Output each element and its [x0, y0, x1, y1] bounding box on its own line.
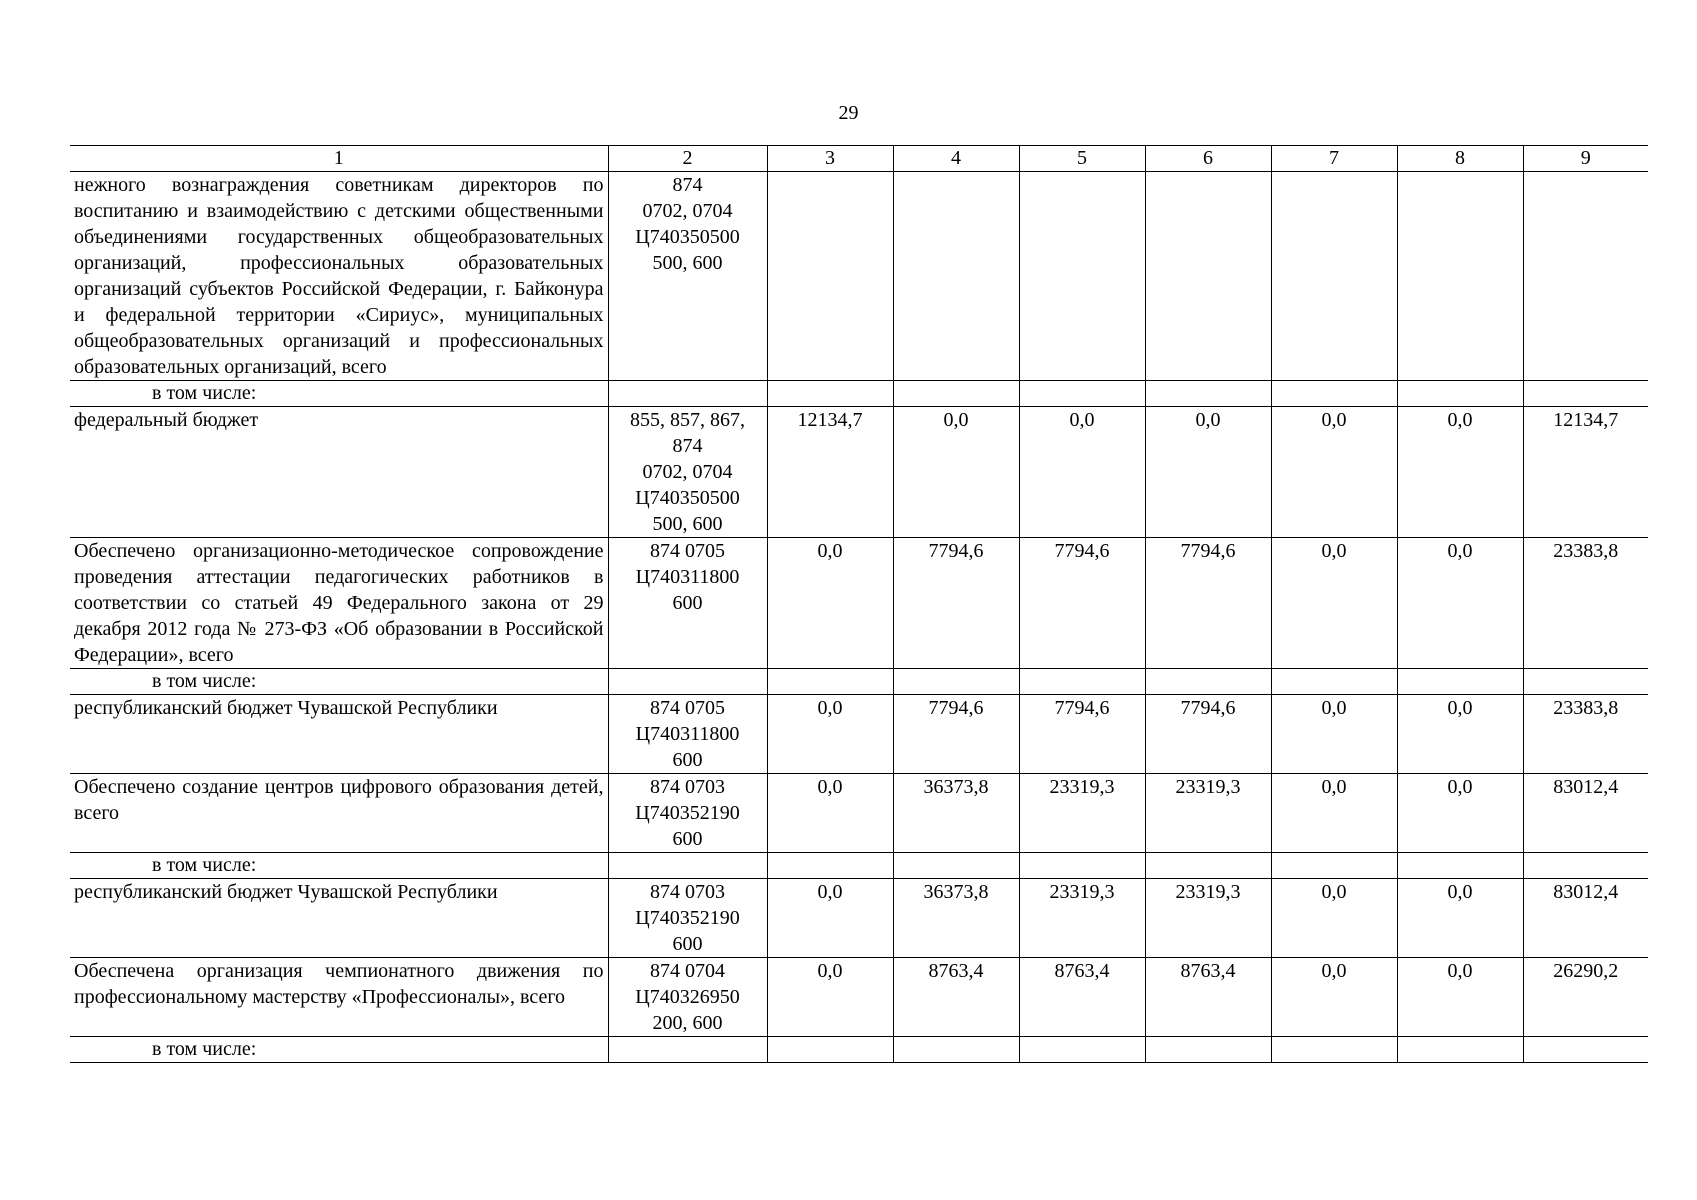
value-cell: 7794,6: [1019, 538, 1145, 669]
column-number-row: [70, 146, 1648, 172]
value-cell: [1145, 669, 1271, 695]
value-cell: [1271, 172, 1397, 381]
budget-code-line: 855, 857, 867,: [630, 409, 745, 431]
value-cell: [1523, 853, 1648, 879]
value-cell: 8763,4: [1145, 958, 1271, 1037]
row-description: нежного вознаграждения советникам директоров по воспитанию и взаимодействию с детскими общественными объединениями государственных общеобразовательных организаций, профессиональных образовательных организаций субъектов Российской Федерации, г. Байконура и федеральной территории «Сириус», муниципальных общеобразовательных организаций и профессиональных образовательных организаций, всего: [70, 172, 608, 381]
budget-code-line: Ц740311800: [635, 566, 740, 588]
value-cell: 0,0: [893, 407, 1019, 538]
value-cell: [1145, 1037, 1271, 1063]
value-cell: 0,0: [767, 958, 893, 1037]
budget-code-line: 874 0705: [650, 540, 725, 562]
value-cell: [1397, 1037, 1523, 1063]
value-cell: 26290,2: [1523, 958, 1648, 1037]
budget-code-line: Ц740350500: [635, 226, 740, 248]
value-cell: 23319,3: [1019, 774, 1145, 853]
budget-code-line: 874: [672, 174, 703, 196]
value-cell: 0,0: [1019, 407, 1145, 538]
value-cell: 7794,6: [893, 695, 1019, 774]
value-cell: 83012,4: [1523, 774, 1648, 853]
budget-code-line: Ц740352190: [635, 802, 740, 824]
budget-codes-cell: [608, 774, 767, 853]
value-cell: 0,0: [1271, 879, 1397, 958]
budget-code-line: 874 0703: [650, 776, 725, 798]
value-cell: [1271, 669, 1397, 695]
value-cell: 7794,6: [1145, 695, 1271, 774]
value-cell: 23383,8: [1523, 695, 1648, 774]
value-cell: 0,0: [767, 879, 893, 958]
value-cell: [893, 172, 1019, 381]
value-cell: [1019, 853, 1145, 879]
value-cell: [1271, 1037, 1397, 1063]
table-row: [70, 407, 1648, 538]
value-cell: [1271, 853, 1397, 879]
value-cell: 12134,7: [1523, 407, 1648, 538]
subheading-label: в том числе:: [70, 669, 608, 695]
table-body: [70, 172, 1648, 1063]
value-cell: 0,0: [1397, 695, 1523, 774]
value-cell: [767, 1037, 893, 1063]
value-cell: [1019, 381, 1145, 407]
row-description: Обеспечено организационно-методическое сопровождение проведения аттестации педагогических работников в соответствии со статьей 49 Федерального закона от 29 декабря 2012 года № 273-ФЗ «Об образовании в Российской Федерации», всего: [70, 538, 608, 669]
value-cell: [1397, 853, 1523, 879]
value-cell: [1145, 172, 1271, 381]
budget-code-line: 200, 600: [652, 1012, 723, 1034]
row-description: республиканский бюджет Чувашской Республики: [70, 879, 608, 958]
budget-codes-cell: [608, 538, 767, 669]
value-cell: [893, 1037, 1019, 1063]
value-cell: [1145, 853, 1271, 879]
budget-code-line: Ц740350500: [635, 487, 740, 509]
value-cell: 23319,3: [1019, 879, 1145, 958]
table-row: [70, 774, 1648, 853]
budget-code-line: 600: [672, 933, 703, 955]
value-cell: [1397, 669, 1523, 695]
budget-code-line: 874 0705: [650, 697, 725, 719]
column-number: 9: [1523, 146, 1648, 172]
value-cell: [1271, 381, 1397, 407]
subheading-row: [70, 1037, 1648, 1063]
budget-code-line: Ц740326950: [635, 986, 740, 1008]
budget-codes-cell: [608, 879, 767, 958]
value-cell: [767, 172, 893, 381]
row-description: Обеспечена организация чемпионатного движения по профессиональному мастерству «Профессионалы», всего: [70, 958, 608, 1037]
value-cell: [1019, 172, 1145, 381]
subheading-label: в том числе:: [70, 1037, 608, 1063]
value-cell: [767, 381, 893, 407]
value-cell: 0,0: [1397, 958, 1523, 1037]
budget-codes-cell: [608, 853, 767, 879]
column-number: 7: [1271, 146, 1397, 172]
budget-code-line: 600: [672, 592, 703, 614]
table-row: [70, 172, 1648, 381]
budget-code-line: 500, 600: [652, 513, 723, 535]
column-number: 1: [70, 146, 608, 172]
value-cell: [1397, 381, 1523, 407]
budget-code-line: 874 0703: [650, 881, 725, 903]
budget-code-line: 0702, 0704: [642, 461, 733, 483]
table-row: [70, 538, 1648, 669]
budget-code-line: Ц740311800: [635, 723, 740, 745]
value-cell: [1523, 669, 1648, 695]
value-cell: [893, 669, 1019, 695]
value-cell: 0,0: [1271, 538, 1397, 669]
budget-codes-cell: [608, 381, 767, 407]
value-cell: [1523, 172, 1648, 381]
page-number: 29: [838, 102, 859, 124]
budget-code-line: 500, 600: [652, 252, 723, 274]
table-row: [70, 958, 1648, 1037]
budget-codes-cell: [608, 407, 767, 538]
subheading-row: [70, 853, 1648, 879]
budget-code-line: 0702, 0704: [642, 200, 733, 222]
subheading-row: [70, 381, 1648, 407]
value-cell: 8763,4: [1019, 958, 1145, 1037]
value-cell: 0,0: [1271, 774, 1397, 853]
value-cell: 0,0: [767, 695, 893, 774]
value-cell: 7794,6: [1145, 538, 1271, 669]
table-row: [70, 879, 1648, 958]
value-cell: 12134,7: [767, 407, 893, 538]
value-cell: [1019, 1037, 1145, 1063]
value-cell: 0,0: [767, 538, 893, 669]
value-cell: 23319,3: [1145, 774, 1271, 853]
value-cell: 8763,4: [893, 958, 1019, 1037]
budget-codes-cell: [608, 695, 767, 774]
column-number: 4: [893, 146, 1019, 172]
value-cell: 0,0: [1397, 879, 1523, 958]
budget-code-line: 874: [672, 435, 703, 457]
value-cell: [767, 853, 893, 879]
value-cell: [893, 853, 1019, 879]
budget-table: [70, 145, 1648, 1063]
subheading-label: в том числе:: [70, 381, 608, 407]
value-cell: 0,0: [1397, 407, 1523, 538]
value-cell: [1397, 172, 1523, 381]
row-description: федеральный бюджет: [70, 407, 608, 538]
subheading-label: в том числе:: [70, 853, 608, 879]
value-cell: 0,0: [767, 774, 893, 853]
budget-code-line: Ц740352190: [635, 907, 740, 929]
value-cell: 36373,8: [893, 879, 1019, 958]
value-cell: [893, 381, 1019, 407]
budget-codes-cell: [608, 669, 767, 695]
row-description: республиканский бюджет Чувашской Республики: [70, 695, 608, 774]
column-number: 8: [1397, 146, 1523, 172]
row-description: Обеспечено создание центров цифрового образования детей, всего: [70, 774, 608, 853]
budget-code-line: 600: [672, 749, 703, 771]
value-cell: 0,0: [1271, 695, 1397, 774]
value-cell: [767, 669, 893, 695]
budget-code-line: 874 0704: [650, 960, 725, 982]
column-number: 2: [608, 146, 767, 172]
budget-code-line: 600: [672, 828, 703, 850]
value-cell: [1019, 669, 1145, 695]
value-cell: 0,0: [1397, 538, 1523, 669]
value-cell: 83012,4: [1523, 879, 1648, 958]
value-cell: [1523, 1037, 1648, 1063]
budget-codes-cell: [608, 172, 767, 381]
value-cell: 36373,8: [893, 774, 1019, 853]
subheading-row: [70, 669, 1648, 695]
column-number: 3: [767, 146, 893, 172]
value-cell: [1145, 381, 1271, 407]
value-cell: 7794,6: [893, 538, 1019, 669]
value-cell: 0,0: [1145, 407, 1271, 538]
value-cell: 23319,3: [1145, 879, 1271, 958]
value-cell: 23383,8: [1523, 538, 1648, 669]
value-cell: 0,0: [1271, 958, 1397, 1037]
column-number: 6: [1145, 146, 1271, 172]
value-cell: 7794,6: [1019, 695, 1145, 774]
table-row: [70, 695, 1648, 774]
value-cell: [1523, 381, 1648, 407]
value-cell: 0,0: [1271, 407, 1397, 538]
budget-codes-cell: [608, 958, 767, 1037]
budget-codes-cell: [608, 1037, 767, 1063]
value-cell: 0,0: [1397, 774, 1523, 853]
column-number: 5: [1019, 146, 1145, 172]
